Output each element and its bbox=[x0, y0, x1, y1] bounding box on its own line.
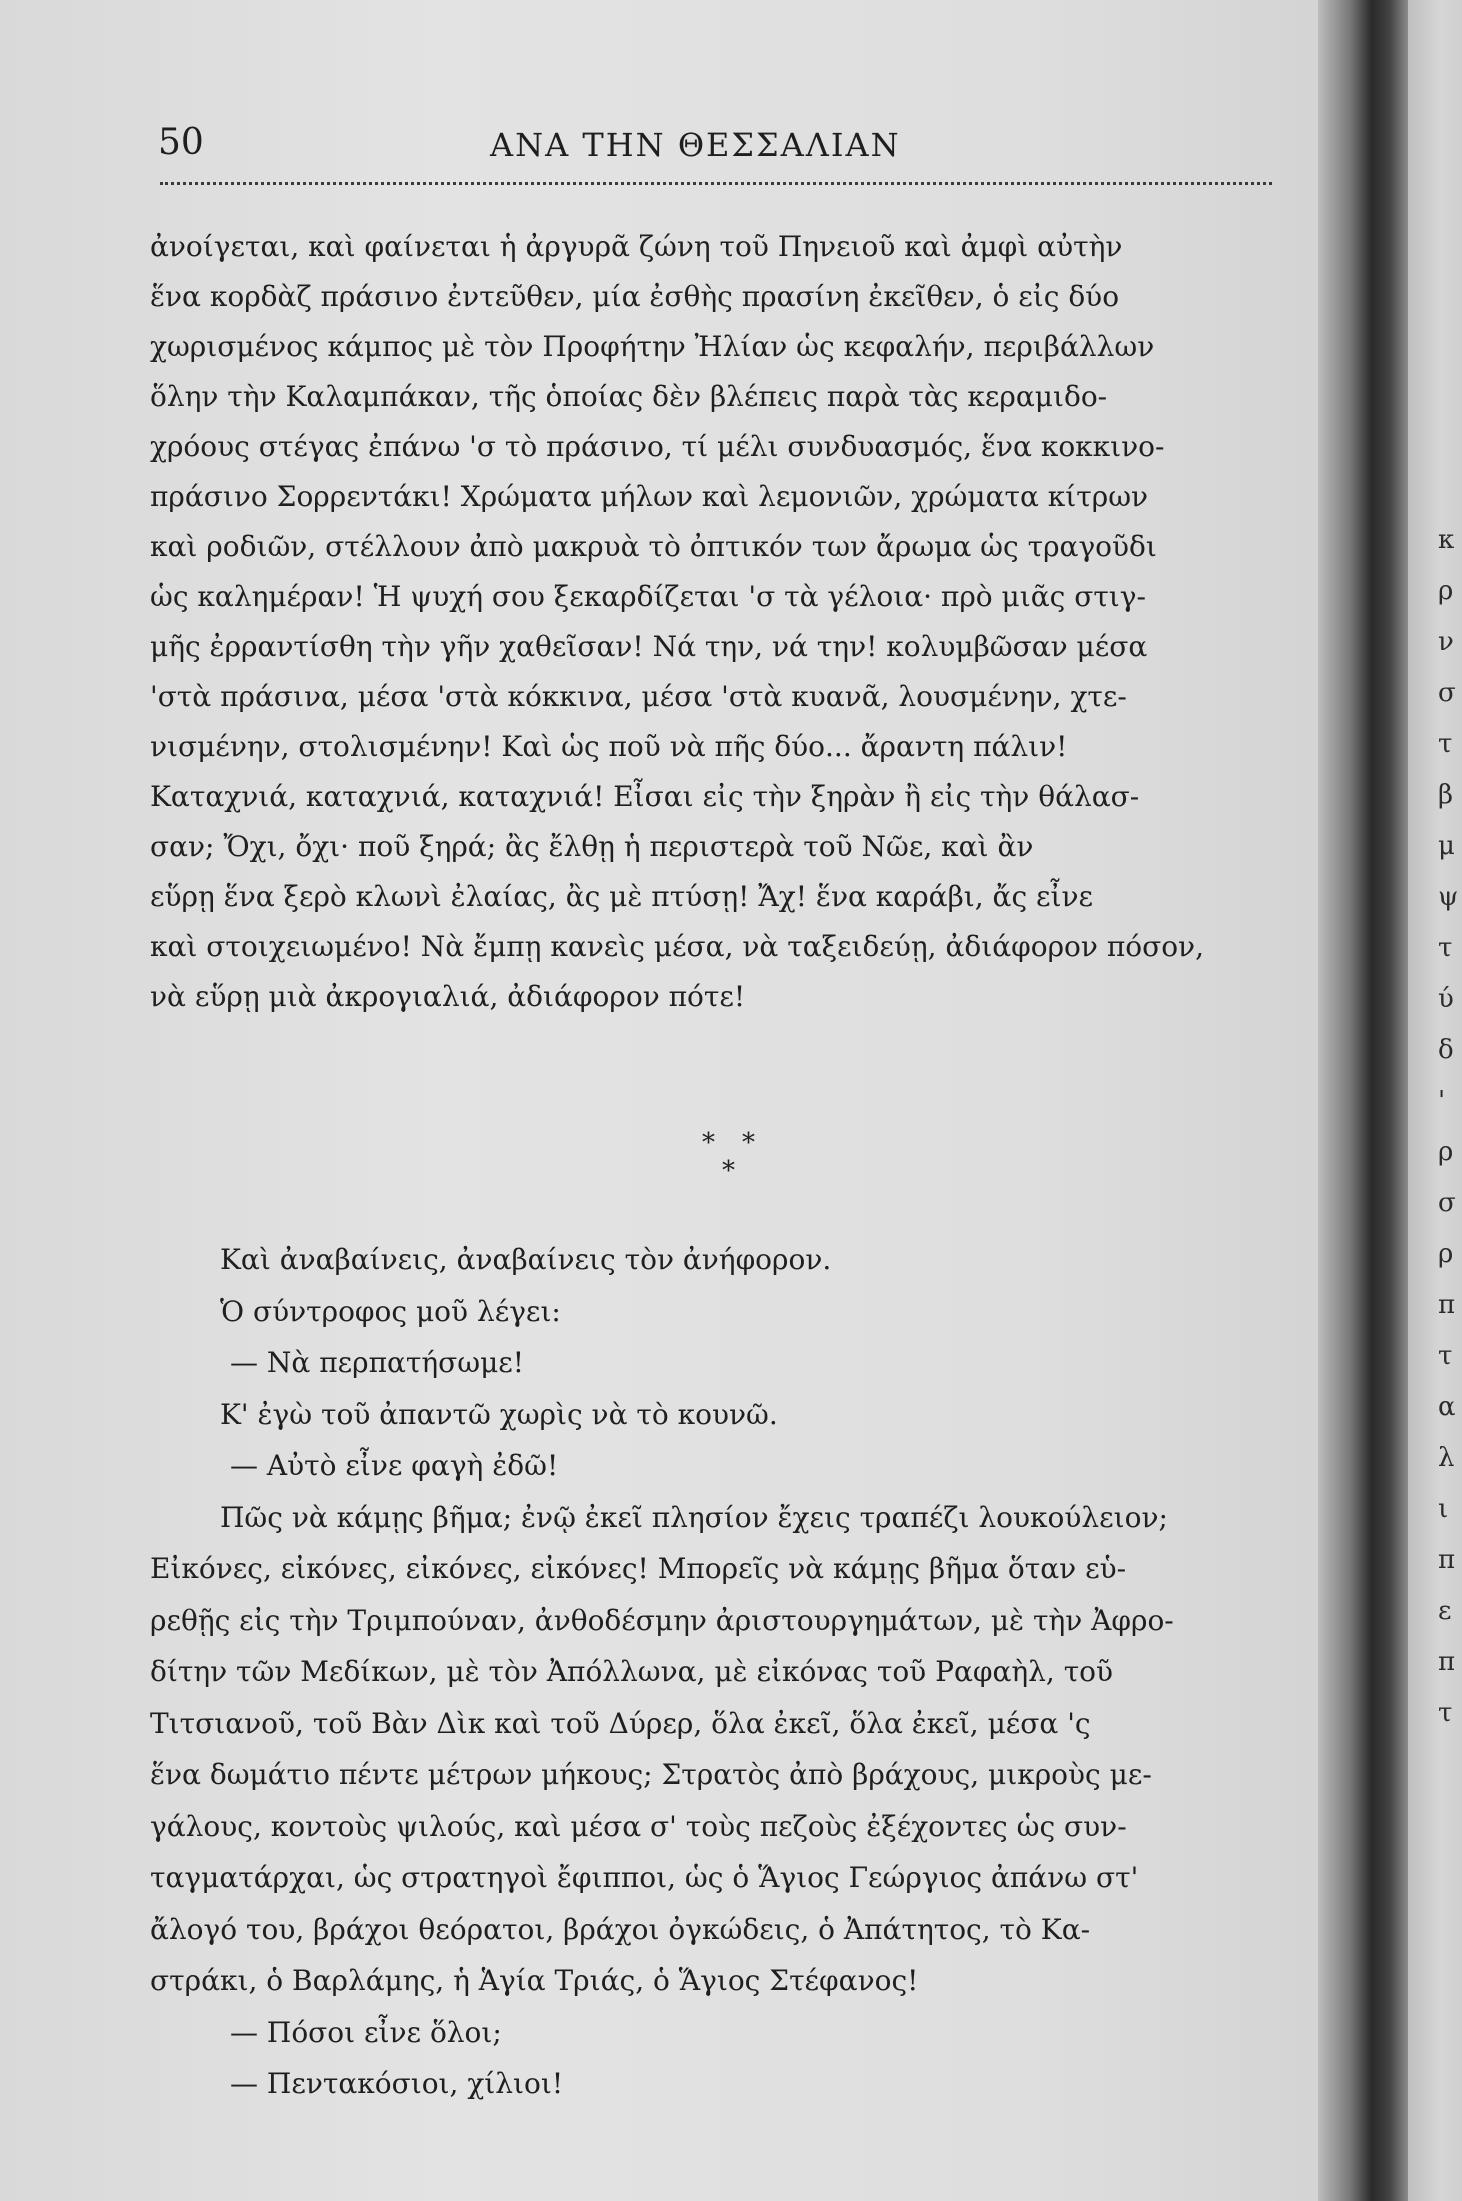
asterism-star: * bbox=[722, 1156, 735, 1186]
asterism bbox=[690, 1128, 780, 1188]
text-line: πράσινο Σορρεντάκι! Χρώματα μήλων καὶ λεμονιῶν, χρώματα κίτρων bbox=[150, 480, 1149, 513]
page-number: 50 bbox=[158, 122, 204, 163]
text-line: ὡς καλημέραν! Ἡ ψυχή σου ξεκαρδίζεται 'σ τὰ γέλοια· πρὸ μιᾶς στιγ- bbox=[150, 580, 1146, 613]
header-rule bbox=[160, 182, 1272, 185]
facing-page-fragment: π bbox=[1438, 1647, 1456, 1677]
facing-page-fragment: δ bbox=[1438, 1035, 1454, 1065]
section-2 bbox=[150, 1234, 1290, 2110]
text-line: ὅλην τὴν Καλαμπάκαν, τῆς ὁποίας δὲν βλέπεις παρὰ τὰς κεραμιδο- bbox=[150, 380, 1108, 413]
facing-page-fragment: ' bbox=[1438, 1086, 1446, 1116]
dialogue-line: — Αὐτὸ εἶνε φαγὴ ἐδῶ! bbox=[230, 1449, 559, 1482]
paragraph-2-text bbox=[150, 1492, 1290, 2007]
paragraph-1-text bbox=[150, 222, 1290, 1022]
text-line: Καταχνιά, καταχνιά, καταχνιά! Εἶσαι εἰς τὴν ξηρὰν ἢ εἰς τὴν θάλασ- bbox=[150, 780, 1140, 813]
asterism-star: * bbox=[742, 1128, 755, 1158]
text-line: σαν; Ὄχι, ὄχι· ποῦ ξηρά; ἂς ἔλθῃ ἡ περιστερὰ τοῦ Νῶε, καὶ ἂν bbox=[150, 830, 1034, 863]
text-line: Καὶ ἀναβαίνεις, ἀναβαίνεις τὸν ἀνήφορον. bbox=[220, 1243, 832, 1276]
text-line: μῆς ἐρραντίσθη τὴν γῆν χαθεῖσαν! Νά την, νά την! κολυμβῶσαν μέσα bbox=[150, 630, 1148, 663]
text-line: Τιτσιανοῦ, τοῦ Βὰν Δὶκ καὶ τοῦ Δύρερ, ὅλα ἐκεῖ, ὅλα ἐκεῖ, μέσα 'ς bbox=[150, 1706, 1091, 1740]
text-line: εὕρῃ ἕνα ξερὸ κλωνὶ ἐλαίας, ἂς μὲ πτύσῃ! Ἄχ! ἕνα καράβι, ἄς εἶνε bbox=[150, 880, 1094, 913]
facing-page-fragment: λ bbox=[1438, 1443, 1455, 1473]
text-line: νὰ εὕρῃ μιὰ ἀκρογιαλιά, ἀδιάφορον πότε! bbox=[150, 980, 746, 1013]
text-line: καὶ στοιχειωμένο! Νὰ ἔμπῃ κανεὶς μέσα, νὰ ταξειδεύῃ, ἀδιάφορον πόσον, bbox=[150, 930, 1204, 963]
dialogue-line: — Νὰ περπατήσωμε! bbox=[230, 1346, 525, 1379]
facing-page-fragment: ρ bbox=[1438, 576, 1454, 606]
text-line: Εἰκόνες, εἰκόνες, εἰκόνες, εἰκόνες! Μπορεῖς νὰ κάμῃς βῆμα ὅταν εὑ- bbox=[150, 1552, 1127, 1585]
text-line: χωρισμένος κάμπος μὲ τὸν Προφήτην Ἠλίαν ὡς κεφαλήν, περιβάλλων bbox=[150, 330, 1155, 363]
text-line: ἕνα κορδὰζ πράσινο ἐντεῦθεν, μία ἐσθὴς πρασίνη ἐκεῖθεν, ὁ εἰς δύο bbox=[150, 280, 1120, 313]
text-line: γάλους, κοντοὺς ψιλούς, καὶ μέσα σ' τοὺς πεζοὺς ἐξέχοντες ὡς συν- bbox=[150, 1809, 1127, 1843]
facing-page-fragment: σ bbox=[1438, 678, 1456, 708]
facing-page-fragment: τ bbox=[1438, 1341, 1453, 1371]
running-title: ΑΝΑ ΤΗΝ ΘΕΣΣΑΛΙΑΝ bbox=[490, 126, 901, 164]
text-line: ρεθῇς εἰς τὴν Τριμπούναν, ἀνθοδέσμην ἀριστουργημάτων, μὲ τὴν Ἀφρο- bbox=[150, 1603, 1174, 1637]
facing-page-fragment: β bbox=[1438, 780, 1454, 810]
facing-page-fragment: τ bbox=[1438, 1698, 1453, 1728]
dialogue-line: — Πόσοι εἶνε ὅλοι; bbox=[230, 2015, 502, 2049]
facing-page-fragment: κ bbox=[1438, 525, 1455, 555]
book-gutter-shadow bbox=[1318, 0, 1408, 2201]
facing-page-fragment: σ bbox=[1438, 1188, 1456, 1218]
text-line: χρόους στέγας ἐπάνω 'σ τὸ πράσινο, τί μέλι συνδυασμός, ἕνα κοκκινο- bbox=[150, 430, 1165, 463]
paragraph-1 bbox=[150, 222, 1290, 1022]
dialogue-line: — Πεντακόσιοι, χίλιοι! bbox=[230, 2067, 564, 2100]
facing-page-edge bbox=[1408, 0, 1462, 2201]
facing-page-fragment: α bbox=[1438, 1392, 1456, 1422]
facing-page-fragment: ρ bbox=[1438, 1137, 1454, 1167]
text-line: ἀνοίγεται, καὶ φαίνεται ἡ ἀργυρᾶ ζώνη τοῦ Πηνειοῦ καὶ ἀμφὶ αὐτὴν bbox=[150, 230, 1123, 263]
running-head bbox=[150, 122, 1290, 172]
facing-page-fragment: ψ bbox=[1438, 882, 1459, 912]
text-line: καὶ ροδιῶν, στέλλουν ἀπὸ μακρυὰ τὸ ὀπτικόν των ἄρωμα ὡς τραγοῦδι bbox=[150, 530, 1157, 563]
facing-page-fragment: τ bbox=[1438, 729, 1453, 759]
text-line: ἄλογό του, βράχοι θεόρατοι, βράχοι ὀγκώδεις, ὁ Ἀπάτητος, τὸ Κα- bbox=[150, 1912, 1091, 1946]
text-line: Ὁ σύντροφος μοῦ λέγει: bbox=[220, 1294, 561, 1328]
facing-page-fragment: ε bbox=[1438, 1596, 1452, 1626]
text-line: στράκι, ὁ Βαρλάμης, ἡ Ἁγία Τριάς, ὁ Ἅγιος Στέφανος! bbox=[150, 1964, 919, 1997]
text-line: Πῶς νὰ κάμῃς βῆμα; ἐνῷ ἐκεῖ πλησίον ἔχεις τραπέζι λουκούλειον; bbox=[220, 1500, 1168, 1534]
facing-page-fragment: ν bbox=[1438, 627, 1454, 657]
facing-page-fragment: π bbox=[1438, 1545, 1456, 1575]
facing-page-fragment: τ bbox=[1438, 933, 1453, 963]
text-line: ἕνα δωμάτιο πέντε μέτρων μήκους; Στρατὸς ἀπὸ βράχους, μικροὺς με- bbox=[150, 1758, 1152, 1791]
text-line: Κ' ἐγὼ τοῦ ἀπαντῶ χωρὶς νὰ τὸ κουνῶ. bbox=[220, 1397, 778, 1431]
text-line: δίτην τῶν Μεδίκων, μὲ τὸν Ἀπόλλωνα, μὲ εἰκόνας τοῦ Ραφαὴλ, τοῦ bbox=[150, 1655, 1114, 1688]
text-line: νισμένην, στολισμένην! Καὶ ὡς ποῦ νὰ πῆς δύο... ἄραντη πάλιν! bbox=[150, 730, 1068, 763]
facing-page-fragment: μ bbox=[1438, 831, 1455, 861]
facing-page-fragment: ι bbox=[1438, 1494, 1449, 1524]
text-line: ταγματάρχαι, ὡς στρατηγοὶ ἔφιπποι, ὡς ὁ Ἅγιος Γεώργιος ἀπάνω στ' bbox=[150, 1861, 1139, 1894]
asterism-star: * bbox=[702, 1128, 715, 1158]
facing-page-fragment: ύ bbox=[1438, 984, 1454, 1014]
facing-page-fragment: ρ bbox=[1438, 1239, 1454, 1269]
text-line: 'στὰ πράσινα, μέσα 'στὰ κόκκινα, μέσα 'στὰ κυανᾶ, λουσμένην, χτε- bbox=[150, 680, 1127, 713]
facing-page-fragment: π bbox=[1438, 1290, 1456, 1320]
